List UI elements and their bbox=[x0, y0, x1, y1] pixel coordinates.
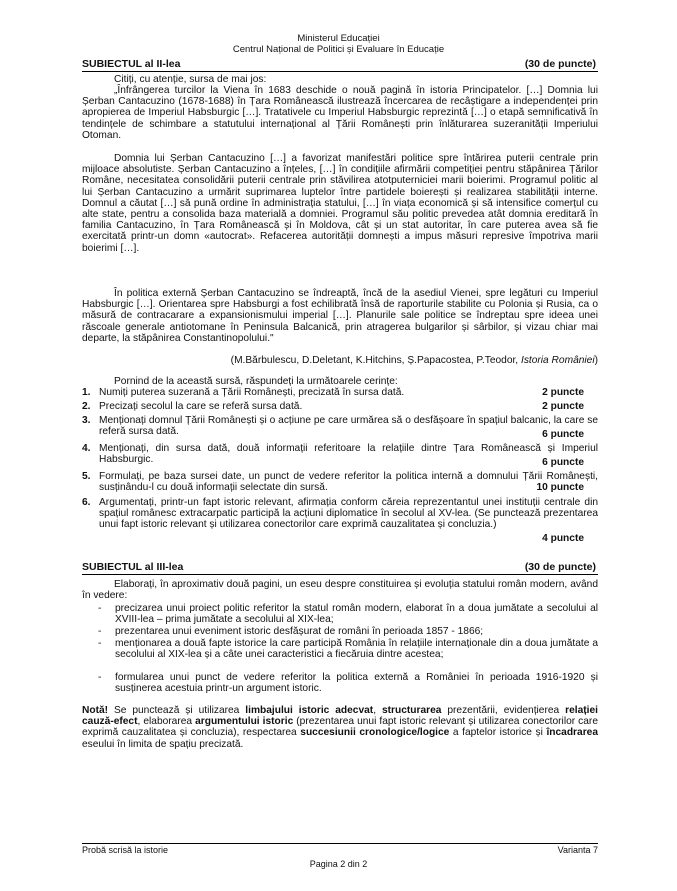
header-ministry: Ministerul Educației bbox=[297, 33, 380, 44]
question-item bbox=[82, 387, 598, 398]
question-text: Menționați, din sursa dată, două informații referitoare la relațiile dintre Țara Românească și Imperiul Habsburgic. bbox=[99, 443, 598, 466]
section2-title: SUBIECTUL al II-lea bbox=[82, 58, 181, 70]
question-points: 10 puncte bbox=[536, 482, 584, 493]
section2-intro: Citiți, cu atenție, sursa de mai jos: bbox=[114, 74, 267, 85]
section3-title: SUBIECTUL al III-lea bbox=[82, 561, 184, 573]
question-text: Argumentați, printr-un fapt istoric relevant, afirmația conform căreia reprezentantul unei instituții centrale din spațiul românesc extracarpatic participă la acțiuni diplomatice în secolul al XV-lea. (Se punctează prezentarea unui fapt istoric relevant și utilizarea conectorilor care exprimă cauzalitatea și concluzia.) bbox=[99, 497, 598, 531]
question-number: 3. bbox=[82, 415, 91, 426]
source-paragraph-2: Domnia lui Șerban Cantacuzino […] a favorizat manifestări politice spre întărirea puterii centrale prin mijloace absolutiste. Șerban Cantacuzino a înțeles, […] în condițiile afirmării competiției pentru stăpânirea Țărilor Române, necesitatea consolidării puterii centrale prin stăvilirea atotputerniciei marii boierimi. Programul politic al lui Șerban Cantacuzino a urmărit suprimarea luptelor între partidele boierești și realizarea stabilității interne. Domnul a căutat […] să pună ordine în administrația statului, […] în viața economică și să intensifice comerțul cu alte state, pentru a consolida baza materială a domniei. Programul său politic prevedea atât domnia ereditară în familia Cantacuzino, în Țara Românească și în Moldova, cât și un stat autoritar, în care puterea avea să fie exercitată printr-un domn «autocrat». Refacerea autorității domnești a impus măsuri represive împotriva marii boierimi […]. bbox=[82, 153, 598, 254]
note-label: Notă! bbox=[82, 705, 109, 716]
questions-prompt: Pornind de la această sursă, răspundeți la următoarele cerințe: bbox=[114, 376, 398, 387]
essay-requirement-text: precizarea unui proiect politic referitor la statul român modern, elaborat în a doua jumătate a secolului al XVIII-lea – prima jumătate a secolului al XIX-lea; bbox=[115, 603, 598, 626]
question-points: 6 puncte bbox=[542, 457, 584, 468]
essay-requirement: - precizarea unui proiect politic referitor la statul român modern, elaborat în a doua jumătate a secolului al XVIII-lea – prima jumătate a secolului al XIX-lea; bbox=[98, 603, 598, 626]
essay-requirement: - menționarea a două fapte istorice la care participă România în relațiile internaționale din a doua jumătate a secolului al XIX-lea și a câte unei caracteristici a fiecăruia dintre acestea; bbox=[98, 638, 598, 661]
source-authors: (M.Bărbulescu, D.Deletant, K.Hitchins, Ș.Papacostea, P.Teodor, bbox=[230, 355, 521, 366]
question-text: Precizați secolul la care se referă sursa dată. bbox=[99, 401, 303, 412]
question-points: 6 puncte bbox=[542, 429, 584, 440]
footer-divider bbox=[82, 843, 598, 844]
question-points: 2 puncte bbox=[542, 387, 584, 398]
question-points: 4 puncte bbox=[542, 533, 584, 544]
section3-title-bar bbox=[82, 561, 598, 575]
question-text: Formulați, pe baza sursei date, un punct de vedere referitor la politica internă a domnului Țării Românești, susținându-l cu două informații selectate din sursă. bbox=[99, 471, 598, 494]
header-center: Centrul Național de Politici și Evaluare în Educație bbox=[232, 44, 445, 55]
page-number: Pagina 2 din 2 bbox=[309, 859, 368, 869]
question-number: 5. bbox=[82, 471, 91, 482]
question-item bbox=[82, 415, 598, 440]
source-citation bbox=[231, 355, 598, 366]
source-paragraph-1: „Înfrângerea turcilor la Viena în 1683 deschide o nouă pagină în istoria Principatelor. […] Domnia lui Șerban Cantacuzino (1678-1688) în Țara Românească ilustrează încercarea de recâștigare a independenței prin apropierea de Imperiul Habsburgic […]. Tratativele cu Imperiul Habsburgic reprezintă […] o etapă semnificativă în tendințele de schimbare a statutului internațional al Țării Românești prin înlăturarea suzeranității Imperiului Otoman. bbox=[82, 85, 598, 141]
source-book-title: Istoria României bbox=[520, 355, 595, 366]
question-item bbox=[82, 497, 598, 544]
essay-requirement: - formularea unui punct de vedere referitor la politica externă a României în perioada 1916-1920 și susținerea acestuia printr-un argument istoric. bbox=[98, 672, 598, 695]
essay-requirement-text: menționarea a două fapte istorice la care participă România în relațiile internaționale din a doua jumătate a secolului al XIX-lea și a câte unei caracteristici a fiecăruia dintre acestea; bbox=[115, 638, 598, 661]
evaluation-note: Notă! Se punctează și utilizarea limbajului istoric adecvat, structurarea prezentării, evidențierea relației cauză-efect, elaborarea argumentului istoric (prezentarea unui fapt istoric relevant și utilizarea conectorilor care exprimă cauzalitatea și concluzia), respectarea succesiunii cronologice/logice a faptelor istorice și încadrarea eseului în limita de spațiu precizată. bbox=[82, 705, 598, 750]
source-end: ) bbox=[594, 355, 598, 366]
footer-variant: Varianta 7 bbox=[557, 845, 598, 855]
question-number: 6. bbox=[82, 497, 91, 508]
essay-requirement-text: prezentarea unui eveniment istoric desfășurat de români în perioada 1857 - 1866; bbox=[115, 626, 484, 637]
section3-points: (30 de puncte) bbox=[524, 561, 596, 573]
footer-exam-name: Probă scrisă la istorie bbox=[82, 845, 169, 855]
question-item bbox=[82, 443, 598, 468]
essay-intro: Elaborați, în aproximativ două pagini, un eseu despre constituirea și evoluția statului român modern, având în vedere: bbox=[82, 579, 598, 602]
essay-requirement-text: formularea unui punct de vedere referitor la politica externă a României în perioada 1916-1920 și susținerea acestuia printr-un argument istoric. bbox=[115, 672, 598, 695]
section2-points: (30 de puncte) bbox=[524, 58, 596, 70]
source-paragraph-3: În politica externă Șerban Cantacuzino se îndreaptă, încă de la asediul Vienei, spre legături cu Imperiul Habsburgic […]. Orientarea spre Habsburgi a fost echilibrată însă de raporturile stabilite cu Polonia și Rusia, ca o măsură de contracarare a expansionismului imperial […]. Planurile sale politice se îndreptau spre ideea unei răscoale generale antiotomane în Peninsula Balcanică, prin atragerea bulgarilor și sârbilor, și vizau chiar mai departe, la stăpânirea Constantinopolului." bbox=[82, 288, 598, 344]
question-item bbox=[82, 401, 598, 412]
question-points: 2 puncte bbox=[542, 401, 584, 412]
question-text: Numiți puterea suzerană a Țării Românești, precizată în sursa dată. bbox=[99, 387, 405, 398]
essay-requirement: - prezentarea unui eveniment istoric desfășurat de români în perioada 1857 - 1866; bbox=[98, 626, 598, 637]
question-number: 1. bbox=[82, 387, 91, 398]
question-text: Menționați domnul Țării Românești și o acțiune pe care urmărea să o desfășoare în spațiul balcanic, la care se referă sursa dată. bbox=[99, 415, 598, 438]
question-number: 4. bbox=[82, 443, 91, 454]
section2-title-bar bbox=[82, 58, 598, 72]
question-number: 2. bbox=[82, 401, 91, 412]
question-item bbox=[82, 471, 598, 493]
